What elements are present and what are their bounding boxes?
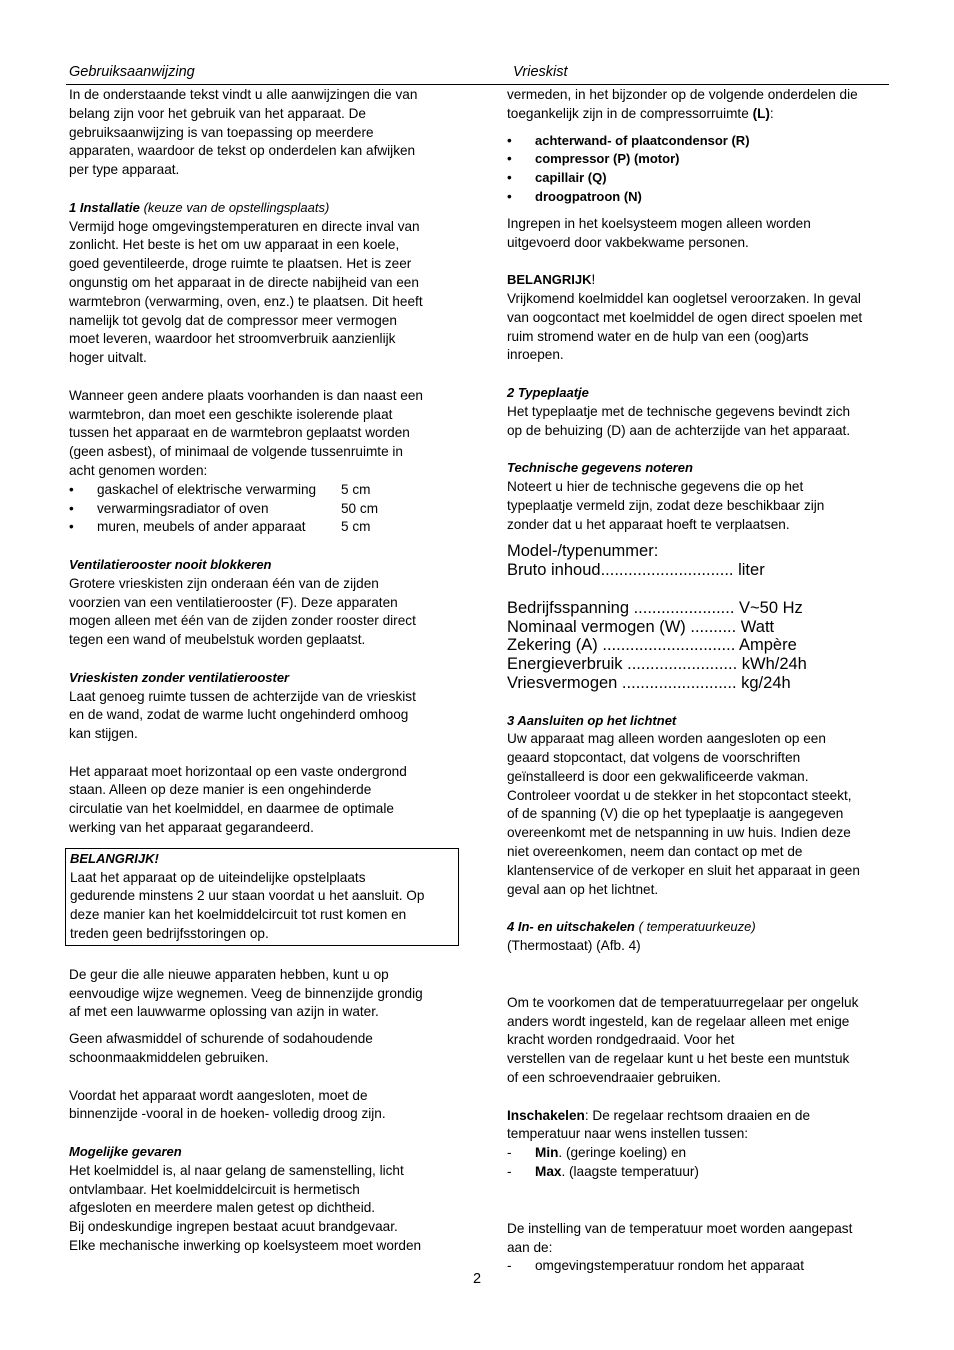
installatie-heading: 1 Installatie (keuze van de opstellingsplaats) (69, 199, 330, 215)
gevaren-paragraph: Het koelmiddel is, al naar gelang de samenstelling, licht ontvlambaar. Het koelmiddelcircuit is hermetisch afgesloten en meerdere malen getest op dichtheid. Bij ondeskundige ingrepen bestaat acuut brandgevaar. Elke mechanische inwerking op koelsysteem moet worden (69, 1162, 422, 1254)
distance-list (69, 481, 461, 537)
zonder-heading: Vrieskisten zonder ventilatierooster (69, 669, 290, 685)
list-item: • capillair (Q) (507, 169, 892, 188)
ingrepen-paragraph: Ingrepen in het koelsysteem mogen alleen worden uitgevoerd door vakbekwame personen. (507, 215, 811, 250)
vent-paragraph: Grotere vrieskisten zijn onderaan één van de zijden voorzien van een ventilatierooster (F). Deze apparaten mogen alleen met één van de zijden zonder rooster direct tegen een wand of meubelstuk worden geplaatst. (69, 575, 416, 648)
list-item: - omgevingstemperatuur rondom het apparaat (507, 1257, 892, 1276)
bullet-icon: • (69, 481, 74, 497)
belangrijk-paragraph: Vrijkomend koelmiddel kan oogletsel veroorzaken. In geval van oogcontact met koelmiddel de ogen direct spoelen met ruim stromend water en de hulp van een (oog)arts inroepen. (507, 290, 863, 363)
afwas-paragraph: Geen afwasmiddel of schurende of sodahoudende schoonmaakmiddelen gebruiken. (69, 1031, 373, 1066)
zonder-paragraph: Laat genoeg ruimte tussen de achterzijde van de vrieskist en de wand, zodat de warme lucht ongehinderd omhoog kan stijgen. (69, 688, 416, 742)
technisch-heading: Technische gegevens noteren (507, 460, 693, 476)
header-product: Vrieskist (513, 64, 568, 80)
aansluiten-heading: 3 Aansluiten op het lichtnet (507, 712, 677, 728)
schakelen-heading: 4 In- en uitschakelen ( temperatuurkeuze) (507, 919, 756, 935)
typeplaatje-paragraph: Het typeplaatje met de technische gegevens bevindt zich op de behuizing (D) aan de achterzijde van het apparaat. (507, 403, 851, 438)
schakelen-paragraph: (Thermostaat) (Afb. 4) (507, 938, 641, 954)
typeplaatje-heading: 2 Typeplaatje (507, 384, 589, 400)
inschakelen-paragraph: Inschakelen: De regelaar rechtsom draaien en de temperatuur naar wens instellen tussen: - Min. (geringe koeling) en - Max. (laagste temperatuur) (507, 1107, 892, 1182)
bullet-icon: • (69, 519, 74, 535)
header-title: Gebruiksaanwijzing (69, 64, 195, 80)
dash-icon: - (507, 1145, 512, 1161)
droog-paragraph: Voordat het apparaat wordt aangesloten, moet de binnenzijde -vooral in de hoeken- volledig droog zijn. (69, 1087, 386, 1122)
aansluiten-paragraph: Uw apparaat mag alleen worden aangesloten op een geaard stopcontact, dat volgens de voorschriften geïnstalleerd is door een gekwalificeerde vakman. Controleer voordat u de stekker in het stopcontact steekt, of de spanning (V) die op het typeplaatje is aangegeven overeenkomt met de netspanning in uw huis. Indien deze niet overeenkomen, neem dan contact op met de klantenservice of de verkoper en sluit het apparaat in geen geval aan op het lichtnet. (507, 731, 860, 897)
regelaar-paragraph: Om te voorkomen dat de temperatuurregelaar per ongeluk anders wordt ingesteld, kan de regelaar alleen met enige kracht worden rondgedraaid. Voor het verstellen van de regelaar kunt u het beste een muntstuk of een schroevendraaier gebruiken. (507, 994, 859, 1086)
list-item: - Max. (laagste temperatuur) (507, 1163, 892, 1182)
bullet-icon: • (507, 151, 512, 167)
bullet-icon: • (507, 132, 512, 148)
instelling-paragraph: De instelling van de temperatuur moet worden aangepast aan de: - omgevingstemperatuur rondom het apparaat (507, 1220, 892, 1276)
right-column (507, 86, 892, 1276)
spec-block-2: Bedrijfsspanning ...................... V~50 Hz Nominaal vermogen (W) .......... Watt Zekering (A) ............................. Ampère Energieverbruik ........................ kWh/24h Vriesvermogen ......................... kg/24h (507, 598, 807, 692)
list-item: • gaskachel of elektrische verwarming 5 cm (69, 481, 461, 500)
list-item: - Min. (geringe koeling) en (507, 1144, 892, 1163)
technisch-paragraph: Noteert u hier de technische gegevens die op het typeplaatje vermeld zijn, zodat deze beschikbaar zijn zonder dat u het apparaat hoeft te verplaatsen. (507, 478, 825, 532)
list-item: • verwarmingsradiator of oven 50 cm (69, 500, 461, 519)
continued-paragraph: vermeden, in het bijzonder op de volgende onderdelen die toegankelijk zijn in de compressorruimte (L): (507, 87, 858, 121)
bullet-icon: • (507, 170, 512, 186)
list-item: • achterwand- of plaatcondensor (R) (507, 132, 892, 151)
bullet-icon: • (69, 500, 74, 516)
installatie-paragraph: Vermijd hoge omgevingstemperaturen en directe inval van zonlicht. Het beste is het om uw apparaat in een koele, goed geventileerde, droge ruimte te plaatsen. Het is zeer ongunstig om het apparaat in de directe nabijheid van een warmtebron (verwarming, oven, enz.) te plaatsen. Dit heeft namelijk tot gevolg dat de compressor meer vermogen moet leveren, waardoor het stroomverbruik aanzienlijk hoger uitvalt. (69, 218, 423, 366)
intro-paragraph: In de onderstaande tekst vindt u alle aanwijzingen die van belang zijn voor het gebruik van het apparaat. De gebruiksaanwijzing is van toepassing op meerdere apparaten, waardoor de tekst op onderdelen kan afwijken per type apparaat. (69, 87, 418, 178)
geur-paragraph: De geur die alle nieuwe apparaten hebben, kunt u op eenvoudige wijze wegnemen. Veeg de binnenzijde grondig af met een lauwwarme oplossing van azijn in water. (69, 966, 423, 1020)
page-number: 2 (473, 1271, 482, 1287)
left-column (69, 86, 461, 1256)
list-item: • compressor (P) (motor) (507, 150, 892, 169)
bullet-icon: • (507, 188, 512, 204)
gevaren-heading: Mogelijke gevaren (69, 1144, 182, 1160)
dash-icon: - (507, 1164, 512, 1180)
important-heading: BELANGRIJK! (70, 850, 159, 866)
vent-heading: Ventilatierooster nooit blokkeren (69, 556, 272, 572)
spec-block-1: Model-/typenummer: Bruto inhoud............................. liter (507, 542, 765, 580)
dash-icon: - (507, 1258, 512, 1274)
list-item: • droogpatroon (N) (507, 188, 892, 207)
important-box: BELANGRIJK! Laat het apparaat op de uiteindelijke opstelplaats gedurende minstens 2 uur staan voordat u het aansluit. Op deze manier kan het koelmiddelcircuit tot rust komen en treden geen bedrijfsstoringen op. (65, 848, 459, 946)
warmtebron-paragraph: Wanneer geen andere plaats voorhanden is dan naast een warmtebron, dan moet een geschikte isolerende plaat tussen het apparaat en de warmtebron geplaatst worden (geen asbest), of minimaal de volgende tussenruimte in acht genomen worden: (69, 387, 423, 478)
horizontaal-paragraph: Het apparaat moet horizontaal op een vaste ondergrond staan. Alleen op deze manier is een ongehinderde circulatie van het koelmiddel, en daarmee de optimale werking van het apparaat gegarandeerd. (69, 763, 407, 836)
belangrijk-heading: BELANGRIJK! (507, 272, 596, 288)
header-rule (66, 84, 889, 85)
list-item: • muren, meubels of ander apparaat 5 cm (69, 518, 461, 537)
parts-list (507, 132, 892, 207)
